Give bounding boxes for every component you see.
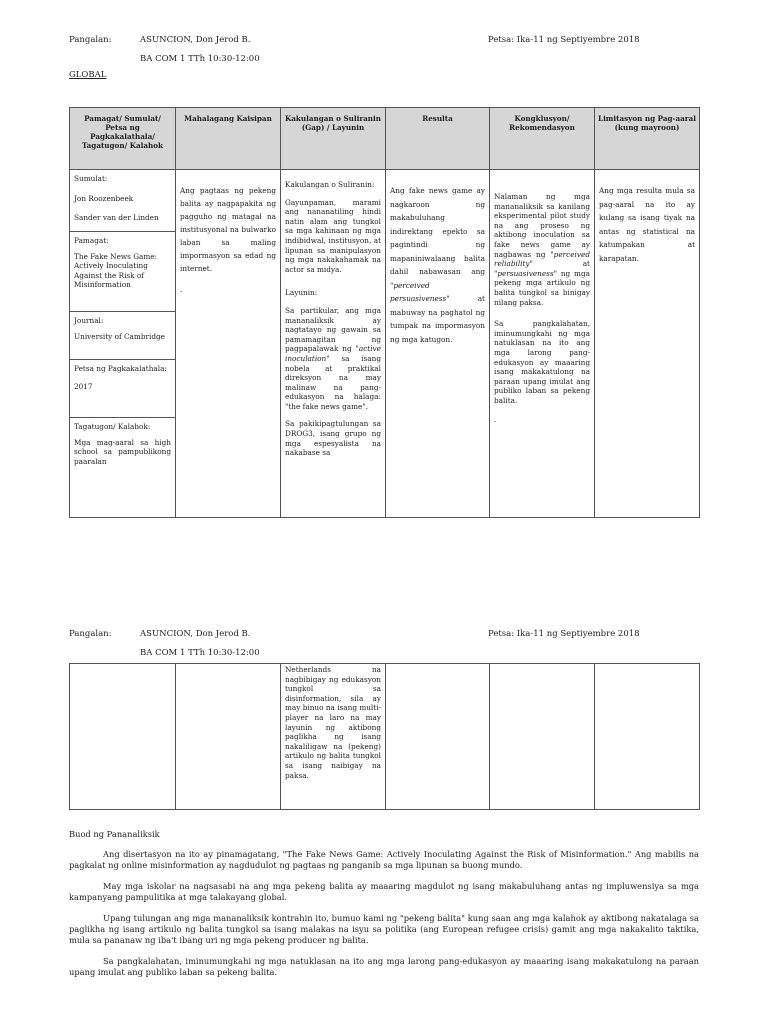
kaisipan-text: Ang pagtaas ng pekeng balita ay nagpapakita ng pagguho ng matagal na institusyonal na bulwarko laban sa maling impormasyon sa edad ng internet. <box>180 186 276 273</box>
kongklusyon-dot: . <box>494 415 497 425</box>
header-kongklusyon: Kongklusyon/ Rekomendasyon <box>490 108 595 170</box>
kongklusyon-p2: Sa pangkalahatan, iminumungkahi ng mga natuklasan na ito ang mga larong pang-edukasyon ay maaaring isang makakatulong na paraan upang imulat ang publiko laban sa pekeng balita. <box>494 319 590 405</box>
cell-mahalagang-kaisipan <box>176 170 281 518</box>
cont-cell-4 <box>386 664 490 810</box>
summary-p4: Sa pangkalahatan, iminumungkahi ng mga natuklasan na ito ang mga larong pang-edukasyon ay maaaring isang makakatulong na paraan upang imulat ang publiko laban sa pekeng balita. <box>69 956 699 977</box>
section-text: BA COM 1 TTh 10:30-12:00 <box>140 54 260 64</box>
cont-cell-2 <box>176 664 281 810</box>
tagatugon-block <box>70 418 175 517</box>
cell-kakulangan <box>281 170 386 518</box>
sumulat-label: Sumulat: <box>74 174 108 183</box>
kaisipan-dot: . <box>180 285 183 294</box>
cell-kongklusyon <box>490 170 595 518</box>
author-1: Jon Roozenbeek <box>74 193 134 203</box>
author-2: Sander van der Linden <box>74 213 159 223</box>
petsa-text: Petsa: Ika-11 ng Septiyembre 2018 <box>488 35 640 45</box>
pakikipagtulungan-text: Sa pakikipagtulungan sa DROG3, isang grupo ng mga espesyalista na nakabase sa <box>285 419 381 458</box>
pamagat-text: The Fake News Game: Actively Inoculating Against the Risk of Misinformation <box>74 251 158 290</box>
kakulangan-label: Kakulangan o Suliranin: <box>285 180 375 189</box>
petsa-pagkakalathala-label: Petsa ng Pagkakalathala: <box>74 364 167 373</box>
layunin-label: Layunin: <box>285 288 318 298</box>
kongklusyon-p1: Nalaman ng mga mananaliksik sa kanilang eksperimental pilot study na ang proseso ng aktibong inoculation sa fake news game ay nagbawas ng "perceived reliability" at "persuasiveness" ng mga pekeng mga artikulo ng balita tungkol sa binigay nilang paksa. <box>494 192 590 307</box>
research-matrix-continuation <box>69 663 700 810</box>
cont-cell-kakulangan <box>281 664 386 810</box>
header-pamagat: Pamagat/ Sumulat/ Petsa ng Pagkakalathala/ Tagatugon/ Kalahok <box>70 108 176 170</box>
student-name: ASUNCION, Don Jerod B. <box>140 35 251 45</box>
summary-p1: Ang disertasyon na ito ay pinamagatang, "The Fake News Game: Actively Inoculating Against the Risk of Misinformation." Ang mabilis na pagkalat ng online misinformation ay nagdudulot ng pagtaas ng panganib sa mga lipunan sa buong mundo. <box>69 849 699 870</box>
summary-title: Buod ng Pananaliksik <box>69 829 160 839</box>
cell-resulta <box>386 170 490 518</box>
research-matrix-table <box>69 107 700 518</box>
pangalan-label: Pangalan: <box>69 35 112 45</box>
sumulat-block <box>70 170 175 232</box>
summary-section <box>69 829 699 988</box>
resulta-text: Ang fake news game ay nagkaroon ng makabuluhang indirektang epekto sa pagintindi ng mapaniniwalaang balita dahil nabawasan ang "perceived persuasiveness" at mabuway na paghatol ng tumpak na impormasyon ng mga katugon. <box>390 186 485 344</box>
header-mahalagang-kaisipan: Mahalagang Kaisipan <box>176 108 281 170</box>
tagatugon-text: Mga mag-aaral sa high school sa pampublikong paaralan <box>74 437 171 466</box>
petsa-block <box>70 360 175 418</box>
header-kakulangan: Kakulangan o Suliranin (Gap) / Layunin <box>281 108 386 170</box>
journal-label: Journal: <box>74 316 104 325</box>
header-limitasyon: Limitasyon ng Pag-aaral (kung mayroon) <box>595 108 700 170</box>
section-text-page2: BA COM 1 TTh 10:30-12:00 <box>140 648 260 658</box>
header-resulta: Resulta <box>386 108 490 170</box>
cell-pamagat <box>70 170 176 518</box>
summary-p3: Upang tulungan ang mga mananaliksik kontrahin ito, bumuo kami ng "pekeng balita" kung saan ang mga kalahok ay aktibong nakatalaga sa paglikha ng isang artikulo ng balita tungkol sa isang malakas na isyu sa politika (ang European refugee crisis) gamit ang mga nakakalito taktika, mula sa pananaw ng iba't ibang uri ng mga pekeng producer ng balita. <box>69 913 699 945</box>
cell-limitasyon <box>595 170 700 518</box>
global-label: GLOBAL <box>69 70 107 80</box>
kakulangan-text: Gayunpaman, marami ang nananatiling hindi natin alam ang tungkol sa mga kahinaan ng mga indibidwal, institusyon, at lipunan sa manipulasyon ng mga nakakahamak na actor sa midya. <box>285 197 381 274</box>
cont-cell-6 <box>595 664 700 810</box>
cont-cell-5 <box>490 664 595 810</box>
pamagat-label: Pamagat: <box>74 236 109 245</box>
tagatugon-label: Tagatugon/ Kalahok: <box>74 422 151 431</box>
layunin-text: Sa partikular, ang mga mananaliksik ay nagtatayo ng gawain sa pamamagitan ng pagpapalawak ng "active inoculation" sa isang nobela at praktikal direksyon na may malinaw na pang-edukasyon na halaga: "the fake news game". <box>285 305 381 411</box>
kakulangan-continuation: Netherlands na nagbibigay ng edukasyon tungkol sa disinformation, sila ay may binuo na isang multi-player na laro na may layunin ng aktibong paglikha ng isang nakaliligaw na (pekeng) artikulo ng balita tungkol sa isang naibigay na paksa. <box>285 665 381 780</box>
petsa-text-page2: Petsa: Ika-11 ng Septiyembre 2018 <box>488 629 640 639</box>
petsa-pagkakalathala-value: 2017 <box>74 381 93 391</box>
journal-text: University of Cambridge <box>74 331 165 341</box>
pangalan-label-page2: Pangalan: <box>69 629 112 639</box>
pamagat-block <box>70 232 175 312</box>
limitasyon-text: Ang mga resulta mula sa pag-aaral na ito ay kulang sa isang tiyak na antas ng statistical na katumpakan at karapatan. <box>599 186 695 263</box>
journal-block <box>70 312 175 360</box>
student-name-page2: ASUNCION, Don Jerod B. <box>140 629 251 639</box>
cont-cell-1 <box>70 664 176 810</box>
summary-p2: May mga iskolar na nagsasabi na ang mga pekeng balita ay maaaring magdulot ng isang makabuluhang antas ng impluwensiya sa mga kampanyang pampulitika at mga talakayang global. <box>69 881 699 902</box>
